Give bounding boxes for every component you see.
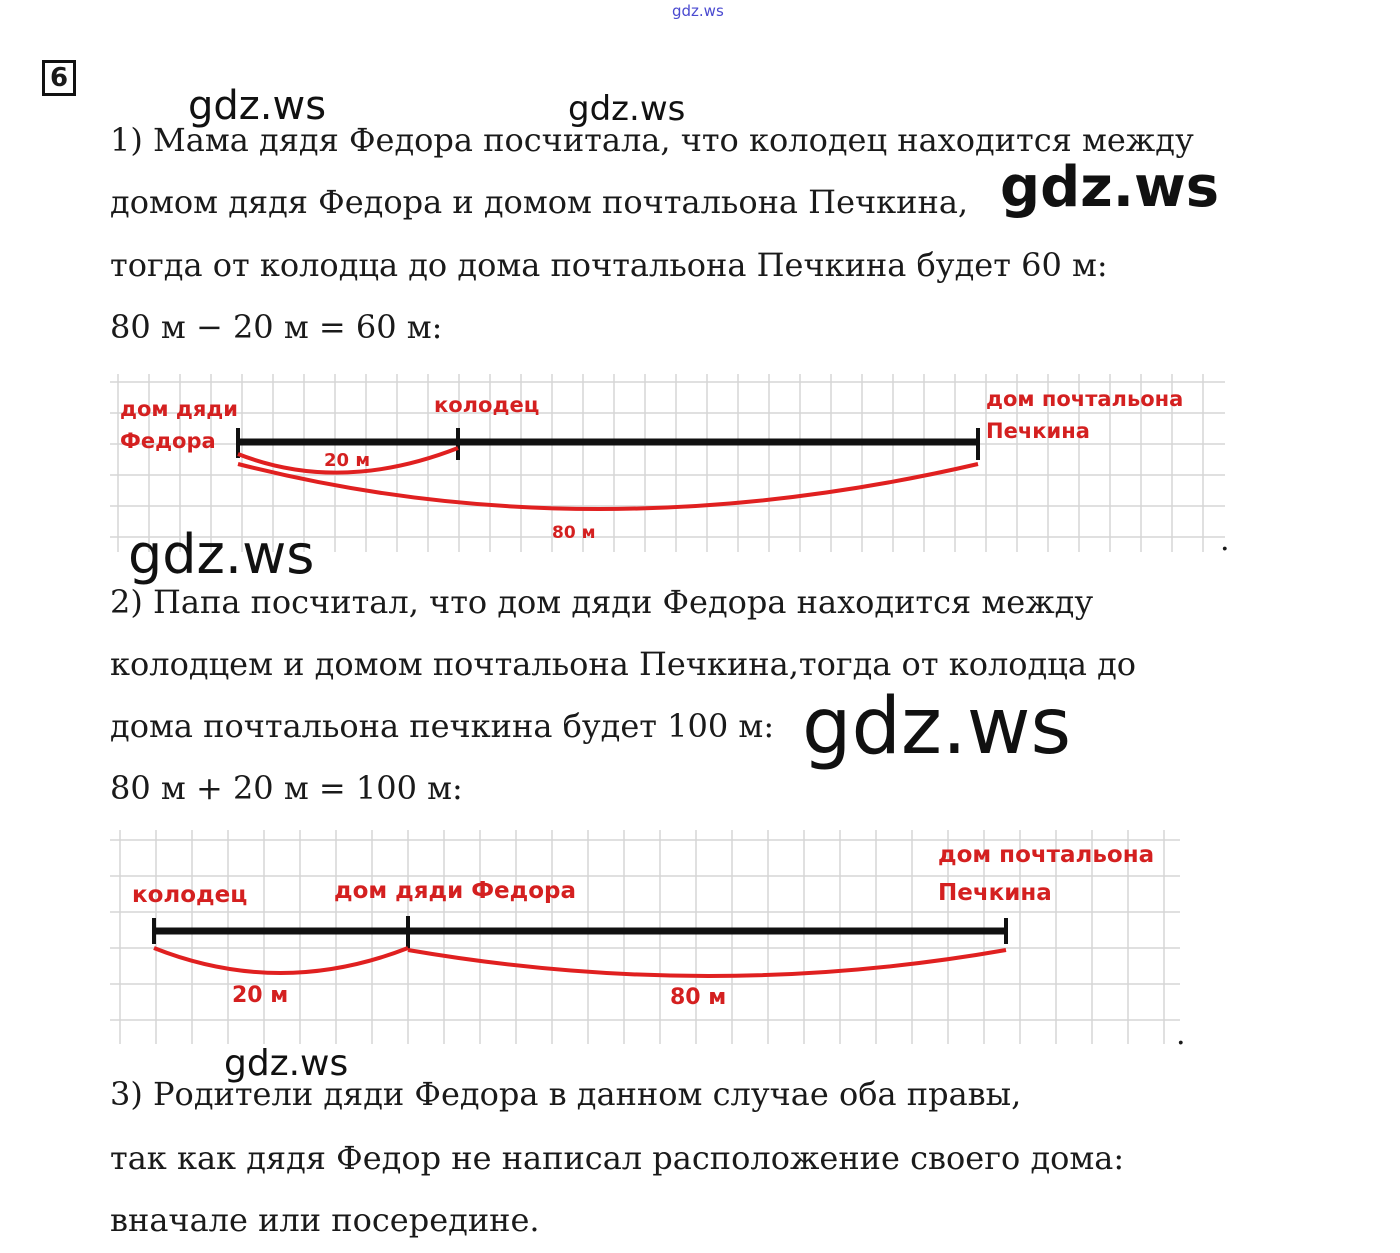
label-uncle-house-1: дом дяди [120,397,238,421]
watermark: gdz.ws [568,89,686,129]
part3-line-3: вначале или посередине. [110,1201,540,1239]
period: . [1220,523,1230,558]
label-postman-house-1: дом почтальона [986,387,1184,411]
watermark: gdz.ws [224,1043,349,1084]
watermark: gdz.ws [128,523,315,586]
diagram-2 [110,830,1180,1044]
task-number-box: 6 [42,60,76,96]
part3-line-2: так как дядя Федор не написал расположение своего дома: [110,1139,1125,1177]
label-80m: 80 м [552,523,596,543]
label-80m: 80 м [670,985,727,1010]
part2-equation: 80 м + 20 м = 100 м: [110,769,463,807]
part3-line-1: 3) Родители дяди Федора в данном случае оба правы, [110,1075,1022,1113]
part1-equation: 80 м − 20 м = 60 м: [110,308,443,346]
label-20m: 20 м [324,450,371,471]
part1-line-3: тогда от колодца до дома почтальона Печкина будет 60 м: [110,246,1108,284]
watermark: gdz.ws [1000,155,1220,220]
part2-line-3: дома почтальона печкина будет 100 м: [110,707,775,745]
period: . [1176,1017,1186,1052]
part2-line-2: колодцем и домом почтальона Печкина,тогда от колодца до [110,645,1137,683]
part2-line-1: 2) Папа посчитал, что дом дяди Федора находится между [110,583,1094,621]
watermark-top: gdz.ws [672,2,724,20]
label-uncle-house-2: Федора [120,429,216,453]
watermark: gdz.ws [188,83,327,129]
label-postman-house-2: Печкина [986,419,1090,443]
label-postman-house-2: Печкина [938,880,1052,906]
label-well: колодец [434,393,540,417]
part1-line-2: домом дядя Федора и домом почтальона Печкина, [110,183,969,221]
label-uncle-house: дом дяди Федора [334,878,576,904]
arc-80m [408,950,1006,976]
label-20m: 20 м [232,983,289,1008]
watermark: gdz.ws [802,682,1072,772]
part1-line-1: 1) Мама дядя Федора посчитала, что колодец находится между [110,121,1194,159]
label-postman-house-1: дом почтальона [938,842,1155,868]
label-well: колодец [132,882,248,908]
